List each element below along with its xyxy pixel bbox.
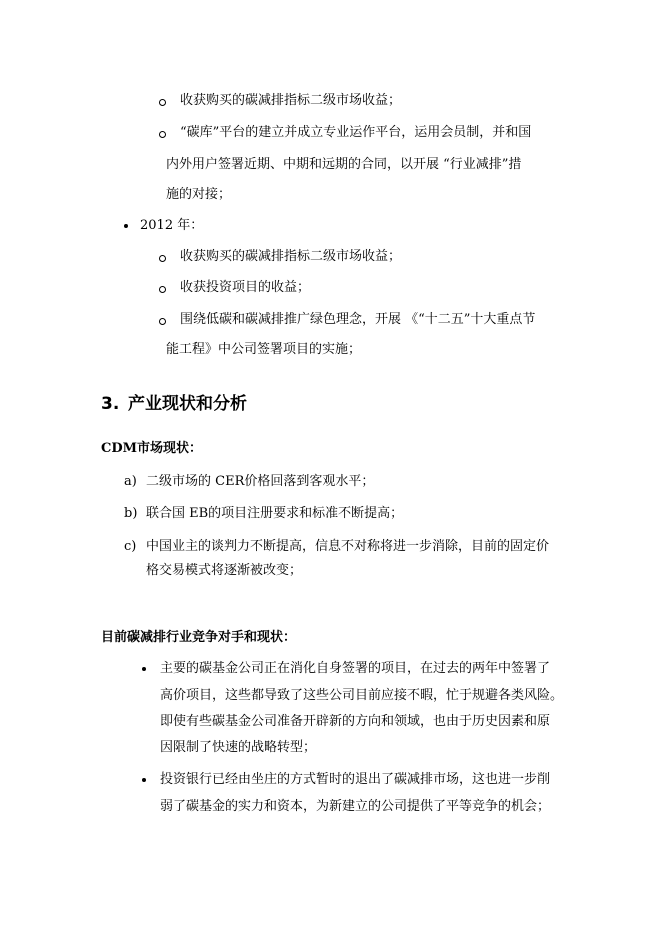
list-item-line: 因限制了快速的战略转型； [160,740,317,755]
list-marker: b) [124,506,138,521]
list-marker: a) [124,474,137,489]
circle-bullet-icon [159,99,166,106]
circle-bullet-icon [159,131,166,138]
list-item: 收获购买的碳减排指标二级市场收益； [180,249,402,264]
list-item-line: 施的对接； [166,187,232,202]
year-label: 2012 年： [140,218,204,233]
bullet-icon [124,224,128,228]
section-number: 3. [101,394,120,414]
list-marker: c) [124,539,137,554]
bullet-icon [142,778,146,782]
section-title: 产业现状和分析 [128,394,247,414]
cdm-heading: CDM市场现状： [101,441,203,456]
list-item-line: 格交易模式将逐渐被改变； [146,563,303,578]
bullet-icon [142,667,146,671]
list-item: 收获投资项目的收益； [180,280,311,295]
list-item-line: 投资银行已经由坐庄的方式暂时的退出了碳减排市场，这也进一步削 [160,772,551,787]
circle-bullet-icon [159,255,166,262]
list-item: 收获购买的碳减排指标二级市场收益； [180,93,402,108]
list-item-line: “碳库”平台的建立并成立专业运作平台，运用会员制，并和国 [180,125,532,140]
list-item-line: 联合国 EB的项目注册要求和标准不断提高； [146,506,404,521]
circle-bullet-icon [159,286,166,293]
list-item-line: 能工程》中公司签署项目的实施； [166,342,362,357]
list-item-line: 二级市场的 CER价格回落到客观水平； [146,474,375,489]
list-item-line: 围绕低碳和碳减排推广绿色理念，开展 《“十二五”十大重点节 [180,312,536,327]
list-item-line: 主要的碳基金公司正在消化自身签署的项目，在过去的两年中签署了 [160,661,551,676]
list-item-line: 即使有些碳基金公司准备开辟新的方向和领域，也由于历史因素和原 [160,714,551,729]
list-item-line: 高价项目，这些都导致了这些公司目前应接不暇，忙于规避各类风险。 [160,688,564,703]
list-item-line: 弱了碳基金的实力和资本，为新建立的公司提供了平等竞争的机会； [160,799,551,814]
list-item-line: 中国业主的谈判力不断提高，信息不对称将进一步消除，目前的固定价 [146,539,550,554]
competition-heading: 目前碳减排行业竞争对手和现状： [101,630,297,645]
list-item-line: 内外用户签署近期、中期和远期的合同，以开展 “行业减排”措 [166,157,522,172]
circle-bullet-icon [159,318,166,325]
